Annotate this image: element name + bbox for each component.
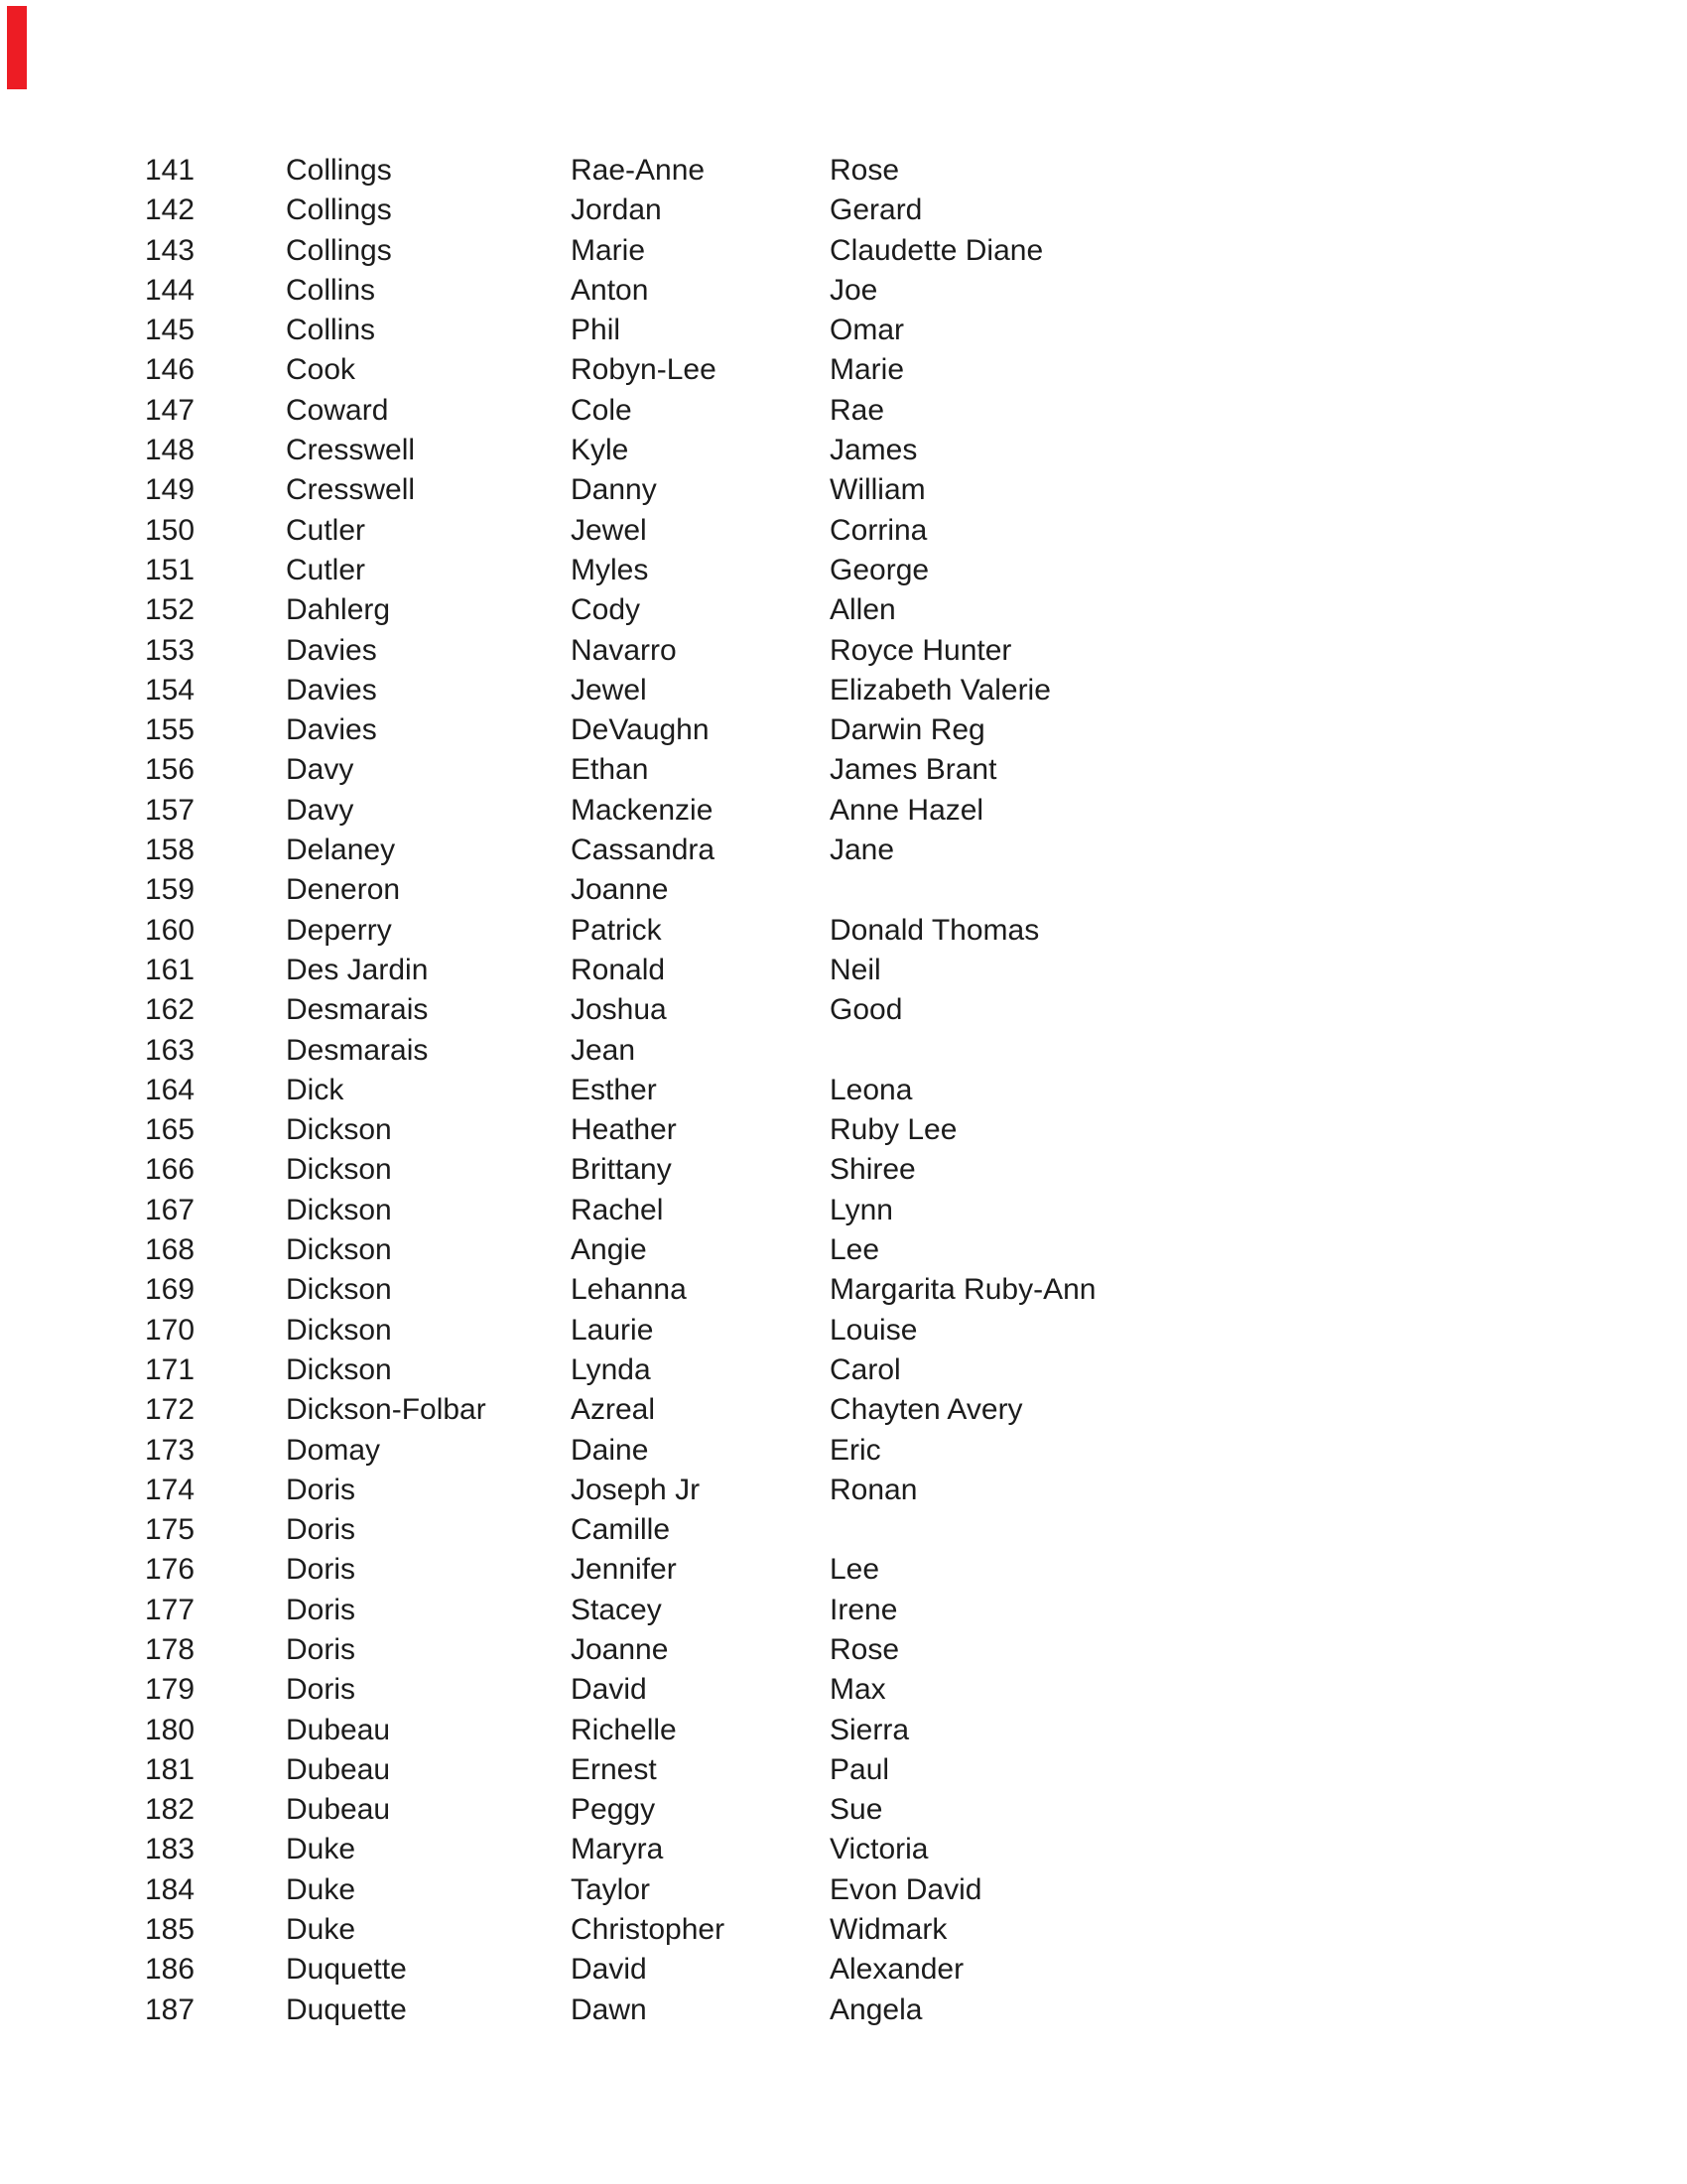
last-name-cell: Duke (286, 1872, 356, 1906)
middle-name-cell: Marie (830, 353, 905, 387)
middle-name-cell: Rose (830, 154, 900, 187)
last-name-cell: Cutler (286, 553, 366, 586)
table-row (0, 1670, 1687, 1710)
middle-name-cell: Darwin Reg (830, 713, 985, 747)
last-name-cell: Duke (286, 1913, 356, 1947)
row-number-cell: 172 (145, 1393, 195, 1427)
row-number-cell: 180 (145, 1713, 195, 1746)
table-row (0, 1870, 1687, 1910)
table-row (0, 1270, 1687, 1310)
last-name-cell: Doris (286, 1593, 356, 1626)
first-name-cell: Dawn (571, 1992, 647, 2026)
first-name-cell: Jewel (571, 673, 647, 707)
middle-name-cell: Elizabeth Valerie (830, 673, 1051, 707)
last-name-cell: Des Jardin (286, 953, 429, 986)
middle-name-cell: Victoria (830, 1833, 929, 1866)
first-name-cell: Esther (571, 1073, 657, 1106)
row-number-cell: 187 (145, 1992, 195, 2026)
last-name-cell: Duke (286, 1833, 356, 1866)
row-number-cell: 157 (145, 793, 195, 827)
row-number-cell: 181 (145, 1752, 195, 1786)
middle-name-cell: Leona (830, 1073, 913, 1106)
row-number-cell: 182 (145, 1793, 195, 1827)
first-name-cell: Cody (571, 593, 641, 627)
table-row (0, 1550, 1687, 1590)
row-number-cell: 162 (145, 993, 195, 1027)
table-row (0, 191, 1687, 230)
first-name-cell: Brittany (571, 1153, 672, 1187)
row-number-cell: 146 (145, 353, 195, 387)
last-name-cell: Cresswell (286, 434, 416, 467)
last-name-cell: Doris (286, 1513, 356, 1547)
table-row (0, 1510, 1687, 1550)
middle-name-cell: Shiree (830, 1153, 916, 1187)
first-name-cell: Richelle (571, 1713, 677, 1746)
first-name-cell: Marie (571, 233, 646, 267)
middle-name-cell: Lee (830, 1553, 880, 1587)
last-name-cell: Deperry (286, 913, 392, 947)
first-name-cell: Cole (571, 393, 632, 427)
table-row (0, 391, 1687, 431)
last-name-cell: Desmarais (286, 993, 429, 1027)
table-row (0, 710, 1687, 750)
row-number-cell: 164 (145, 1073, 195, 1106)
table-row (0, 350, 1687, 390)
last-name-cell: Doris (286, 1473, 356, 1506)
table-row (0, 1350, 1687, 1390)
last-name-cell: Domay (286, 1433, 381, 1467)
last-name-cell: Dickson-Folbar (286, 1393, 486, 1427)
first-name-cell: Lehanna (571, 1273, 687, 1307)
row-number-cell: 179 (145, 1673, 195, 1707)
row-number-cell: 168 (145, 1233, 195, 1267)
row-number-cell: 147 (145, 393, 195, 427)
row-number-cell: 150 (145, 513, 195, 547)
last-name-cell: Collings (286, 233, 392, 267)
middle-name-cell: Sue (830, 1793, 883, 1827)
first-name-cell: Angie (571, 1233, 647, 1267)
middle-name-cell: Royce Hunter (830, 633, 1012, 667)
middle-name-cell: Allen (830, 593, 896, 627)
last-name-cell: Dickson (286, 1233, 392, 1267)
row-number-cell: 152 (145, 593, 195, 627)
middle-name-cell: Rose (830, 1632, 900, 1666)
table-row (0, 1230, 1687, 1270)
row-number-cell: 176 (145, 1553, 195, 1587)
middle-name-cell: Ruby Lee (830, 1113, 958, 1147)
first-name-cell: Ernest (571, 1752, 657, 1786)
last-name-cell: Doris (286, 1673, 356, 1707)
last-name-cell: Dickson (286, 1113, 392, 1147)
table-row (0, 1191, 1687, 1230)
middle-name-cell: James Brant (830, 753, 997, 787)
last-name-cell: Collins (286, 314, 376, 347)
table-row (0, 1830, 1687, 1869)
row-number-cell: 165 (145, 1113, 195, 1147)
first-name-cell: Joanne (571, 1632, 669, 1666)
table-row (0, 1591, 1687, 1630)
row-number-cell: 184 (145, 1872, 195, 1906)
table-row (0, 1790, 1687, 1830)
row-number-cell: 142 (145, 193, 195, 227)
middle-name-cell: Good (830, 993, 903, 1027)
table-row (0, 470, 1687, 510)
last-name-cell: Collings (286, 154, 392, 187)
row-number-cell: 155 (145, 713, 195, 747)
last-name-cell: Davy (286, 793, 354, 827)
first-name-cell: Ethan (571, 753, 649, 787)
row-number-cell: 151 (145, 553, 195, 586)
last-name-cell: Davies (286, 673, 377, 707)
first-name-cell: Anton (571, 273, 649, 307)
table-row (0, 671, 1687, 710)
last-name-cell: Doris (286, 1632, 356, 1666)
middle-name-cell: William (830, 473, 926, 507)
table-row (0, 750, 1687, 790)
row-number-cell: 160 (145, 913, 195, 947)
row-number-cell: 166 (145, 1153, 195, 1187)
first-name-cell: Jordan (571, 193, 662, 227)
first-name-cell: David (571, 1673, 647, 1707)
last-name-cell: Coward (286, 393, 389, 427)
table-row (0, 1150, 1687, 1190)
first-name-cell: Christopher (571, 1913, 725, 1947)
first-name-cell: Heather (571, 1113, 677, 1147)
middle-name-cell: Irene (830, 1593, 898, 1626)
first-name-cell: Rae-Anne (571, 154, 706, 187)
table-row (0, 590, 1687, 630)
table-row (0, 1431, 1687, 1471)
middle-name-cell: Donald Thomas (830, 913, 1040, 947)
table-row (0, 1311, 1687, 1350)
row-number-cell: 169 (145, 1273, 195, 1307)
first-name-cell: Patrick (571, 913, 662, 947)
last-name-cell: Dahlerg (286, 593, 391, 627)
last-name-cell: Duquette (286, 1992, 407, 2026)
table-row (0, 1910, 1687, 1950)
row-number-cell: 167 (145, 1193, 195, 1226)
first-name-cell: Camille (571, 1513, 671, 1547)
middle-name-cell: Chayten Avery (830, 1393, 1023, 1427)
first-name-cell: Maryra (571, 1833, 664, 1866)
last-name-cell: Dickson (286, 1313, 392, 1347)
first-name-cell: Kyle (571, 434, 629, 467)
middle-name-cell: Widmark (830, 1913, 948, 1947)
table-row (0, 271, 1687, 311)
middle-name-cell: Max (830, 1673, 886, 1707)
row-number-cell: 153 (145, 633, 195, 667)
first-name-cell: Jean (571, 1033, 636, 1067)
row-number-cell: 156 (145, 753, 195, 787)
last-name-cell: Dubeau (286, 1752, 391, 1786)
last-name-cell: Collins (286, 273, 376, 307)
middle-name-cell: Angela (830, 1992, 923, 2026)
middle-name-cell: Rae (830, 393, 885, 427)
row-number-cell: 185 (145, 1913, 195, 1947)
middle-name-cell: Anne Hazel (830, 793, 984, 827)
first-name-cell: Jennifer (571, 1553, 677, 1587)
first-name-cell: Joseph Jr (571, 1473, 701, 1506)
first-name-cell: Daine (571, 1433, 649, 1467)
middle-name-cell: Alexander (830, 1953, 965, 1987)
table-row (0, 1031, 1687, 1071)
last-name-cell: Dickson (286, 1193, 392, 1226)
middle-name-cell: Evon David (830, 1872, 982, 1906)
table-row (0, 1991, 1687, 2030)
last-name-cell: Dubeau (286, 1713, 391, 1746)
first-name-cell: Jewel (571, 513, 647, 547)
first-name-cell: Phil (571, 314, 621, 347)
last-name-cell: Delaney (286, 834, 396, 867)
row-number-cell: 177 (145, 1593, 195, 1626)
last-name-cell: Collings (286, 193, 392, 227)
name-list (0, 151, 1687, 2030)
table-row (0, 1750, 1687, 1790)
middle-name-cell: Margarita Ruby-Ann (830, 1273, 1097, 1307)
last-name-cell: Duquette (286, 1953, 407, 1987)
table-row (0, 1071, 1687, 1110)
table-row (0, 791, 1687, 831)
table-row (0, 990, 1687, 1030)
first-name-cell: Danny (571, 473, 657, 507)
first-name-cell: Stacey (571, 1593, 662, 1626)
first-name-cell: Mackenzie (571, 793, 714, 827)
middle-name-cell: Joe (830, 273, 878, 307)
last-name-cell: Deneron (286, 873, 401, 907)
last-name-cell: Davies (286, 633, 377, 667)
middle-name-cell: Ronan (830, 1473, 918, 1506)
first-name-cell: DeVaughn (571, 713, 710, 747)
table-row (0, 1390, 1687, 1430)
table-row (0, 151, 1687, 191)
first-name-cell: Navarro (571, 633, 677, 667)
last-name-cell: Cutler (286, 513, 366, 547)
table-row (0, 1950, 1687, 1990)
row-number-cell: 186 (145, 1953, 195, 1987)
row-number-cell: 163 (145, 1033, 195, 1067)
row-number-cell: 183 (145, 1833, 195, 1866)
table-row (0, 870, 1687, 910)
table-row (0, 511, 1687, 551)
last-name-cell: Desmarais (286, 1033, 429, 1067)
first-name-cell: Robyn-Lee (571, 353, 716, 387)
middle-name-cell: Lynn (830, 1193, 893, 1226)
first-name-cell: Taylor (571, 1872, 651, 1906)
row-number-cell: 145 (145, 314, 195, 347)
last-name-cell: Dickson (286, 1273, 392, 1307)
row-number-cell: 173 (145, 1433, 195, 1467)
table-row (0, 1110, 1687, 1150)
last-name-cell: Dickson (286, 1153, 392, 1187)
first-name-cell: Myles (571, 553, 649, 586)
red-flag-marker (7, 6, 27, 89)
row-number-cell: 144 (145, 273, 195, 307)
row-number-cell: 148 (145, 434, 195, 467)
first-name-cell: Ronald (571, 953, 666, 986)
row-number-cell: 154 (145, 673, 195, 707)
middle-name-cell: Corrina (830, 513, 928, 547)
middle-name-cell: Eric (830, 1433, 881, 1467)
first-name-cell: Laurie (571, 1313, 654, 1347)
last-name-cell: Dickson (286, 1352, 392, 1386)
first-name-cell: Rachel (571, 1193, 664, 1226)
row-number-cell: 141 (145, 154, 195, 187)
row-number-cell: 174 (145, 1473, 195, 1506)
table-row (0, 231, 1687, 271)
table-row (0, 311, 1687, 350)
first-name-cell: David (571, 1953, 647, 1987)
row-number-cell: 171 (145, 1352, 195, 1386)
first-name-cell: Azreal (571, 1393, 656, 1427)
last-name-cell: Doris (286, 1553, 356, 1587)
middle-name-cell: Gerard (830, 193, 923, 227)
middle-name-cell: James (830, 434, 918, 467)
table-row (0, 431, 1687, 470)
middle-name-cell: Louise (830, 1313, 918, 1347)
middle-name-cell: Lee (830, 1233, 880, 1267)
last-name-cell: Cresswell (286, 473, 416, 507)
row-number-cell: 170 (145, 1313, 195, 1347)
first-name-cell: Peggy (571, 1793, 656, 1827)
middle-name-cell: Omar (830, 314, 904, 347)
last-name-cell: Dubeau (286, 1793, 391, 1827)
middle-name-cell: Jane (830, 834, 895, 867)
table-row (0, 551, 1687, 590)
row-number-cell: 149 (145, 473, 195, 507)
table-row (0, 631, 1687, 671)
row-number-cell: 175 (145, 1513, 195, 1547)
table-row (0, 1471, 1687, 1510)
table-row (0, 951, 1687, 990)
last-name-cell: Davy (286, 753, 354, 787)
table-row (0, 1711, 1687, 1750)
table-row (0, 911, 1687, 951)
table-row (0, 831, 1687, 870)
middle-name-cell: Paul (830, 1752, 890, 1786)
first-name-cell: Joanne (571, 873, 669, 907)
first-name-cell: Joshua (571, 993, 667, 1027)
last-name-cell: Dick (286, 1073, 344, 1106)
first-name-cell: Cassandra (571, 834, 715, 867)
middle-name-cell: Carol (830, 1352, 901, 1386)
middle-name-cell: Neil (830, 953, 881, 986)
row-number-cell: 158 (145, 834, 195, 867)
last-name-cell: Cook (286, 353, 356, 387)
middle-name-cell: Sierra (830, 1713, 910, 1746)
table-row (0, 1630, 1687, 1670)
row-number-cell: 159 (145, 873, 195, 907)
middle-name-cell: Claudette Diane (830, 233, 1044, 267)
row-number-cell: 178 (145, 1632, 195, 1666)
row-number-cell: 161 (145, 953, 195, 986)
first-name-cell: Lynda (571, 1352, 651, 1386)
row-number-cell: 143 (145, 233, 195, 267)
last-name-cell: Davies (286, 713, 377, 747)
middle-name-cell: George (830, 553, 930, 586)
